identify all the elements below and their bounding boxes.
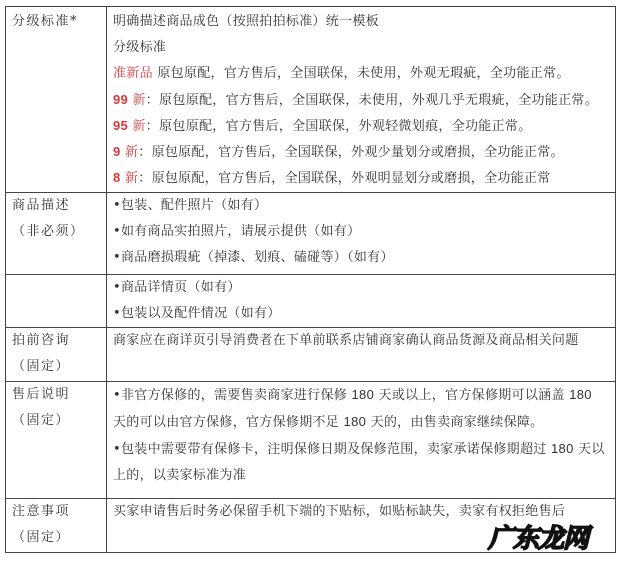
row-content-cell — [107, 193, 616, 275]
grade-item-95 — [113, 113, 609, 139]
text-run: 天的，由售卖商家继续保障。 — [366, 415, 544, 430]
grade-tag: 新 — [120, 145, 139, 160]
days-number: 180 — [551, 441, 574, 456]
row-after-sales — [6, 382, 616, 499]
row-label-cell — [6, 328, 107, 382]
row-label: 拍前咨询 — [12, 333, 71, 348]
grade-tag-number: 9 — [113, 144, 121, 159]
days-number: 180 — [351, 387, 375, 402]
row-content-cell — [107, 7, 616, 193]
days-number: 180 — [569, 387, 592, 402]
after-sales-paragraph-1 — [113, 382, 609, 436]
row-product-description — [6, 193, 616, 275]
text-run: •包装中需要带有保修卡，注明保修日期及保修范围，卖家承诺保修期超过 — [113, 442, 552, 457]
grade-tag-number: 95 — [113, 118, 129, 133]
text-run: 天或以上，官方保修期可以涵盖 — [374, 388, 570, 403]
row-label-note: （固定） — [12, 359, 71, 374]
row-pre-purchase-consult — [6, 328, 616, 382]
after-sales-paragraph-2 — [113, 436, 609, 489]
bullet-item: •包装以及配件情况（如有） — [113, 306, 281, 321]
row-product-details — [6, 275, 616, 328]
row-label-cell-empty — [6, 275, 107, 328]
row-content-cell — [107, 275, 616, 328]
row-label-note: （固定） — [12, 413, 71, 428]
grade-text: ：原包原配，官方售后，全国联保，外观轻微划痕，全功能正常。 — [145, 119, 532, 134]
grade-tag: 新 — [128, 119, 146, 134]
bullet-item: •如有商品实拍照片，请展示提供（如有） — [113, 224, 361, 239]
bullet-item: •包装、配件照片（如有） — [113, 198, 268, 213]
grade-text: ：原包原配，官方售后，全国联保，未使用，外观几乎无瑕疵，全功能正常。 — [145, 93, 598, 108]
notes-text: 买家申请售后时务必保留手机下端的下贴标，如贴标缺失，卖家有权拒绝售后 — [113, 504, 566, 519]
grade-text: 原包原配，官方售后，全国联保，未使用，外观无瑕疵，全功能正常。 — [152, 66, 570, 81]
grading-subtitle: 分级标准 — [113, 40, 167, 55]
row-label: 注意事项 — [12, 504, 71, 519]
grade-item-99 — [113, 87, 609, 113]
row-label-cell — [6, 382, 107, 499]
grade-tag-number: 99 — [113, 92, 129, 107]
bullet-item: •商品详情页（如有） — [113, 280, 241, 295]
grade-text: ：原包原配，官方售后，全国联保，外观明显划分或磨损，全功能正常 — [138, 171, 551, 186]
consult-text: 商家应在商详页引导消费者在下单前联系店铺商家确认商品货源及商品相关问题 — [113, 333, 579, 348]
grade-item-80 — [113, 165, 609, 191]
row-label-cell — [6, 499, 107, 553]
grading-intro: 明确描述商品成色（按照拍拍标准）统一模板 — [113, 14, 380, 29]
row-label-note: （非必须） — [12, 224, 85, 239]
days-number: 180 — [343, 414, 367, 429]
grade-tag: 准新品 — [113, 66, 153, 81]
text-run: 天的可以由官方保修，官方保修期不足 — [113, 415, 344, 430]
bullet-item: •商品磨损瑕疵（掉漆、划痕、磕碰等）（如有） — [113, 250, 394, 265]
row-label: 商品描述 — [12, 198, 71, 213]
row-label: 售后说明 — [12, 387, 71, 402]
site-watermark: 广东龙网 — [488, 524, 589, 554]
grade-tag: 新 — [120, 171, 139, 186]
row-content-cell — [107, 382, 616, 499]
row-label-note: （固定） — [12, 530, 71, 545]
product-condition-template-table — [5, 6, 616, 553]
grade-text: ：原包原配，官方售后，全国联保，外观少量划分或磨损，全功能正常。 — [138, 145, 564, 160]
row-content-cell — [107, 328, 616, 382]
grade-tag-number: 8 — [113, 170, 121, 185]
grade-item-90 — [113, 139, 609, 165]
row-label: 分级标准* — [12, 14, 79, 29]
grade-tag: 新 — [128, 93, 146, 108]
text-run: 天以上的，以卖家标准为准 — [113, 442, 605, 483]
row-grading-standard — [6, 7, 616, 193]
grade-item-like-new — [113, 61, 609, 87]
row-label-cell — [6, 193, 107, 275]
row-label-cell — [6, 7, 107, 193]
text-run: •非官方保修的，需要售卖商家进行保修 — [113, 388, 352, 403]
